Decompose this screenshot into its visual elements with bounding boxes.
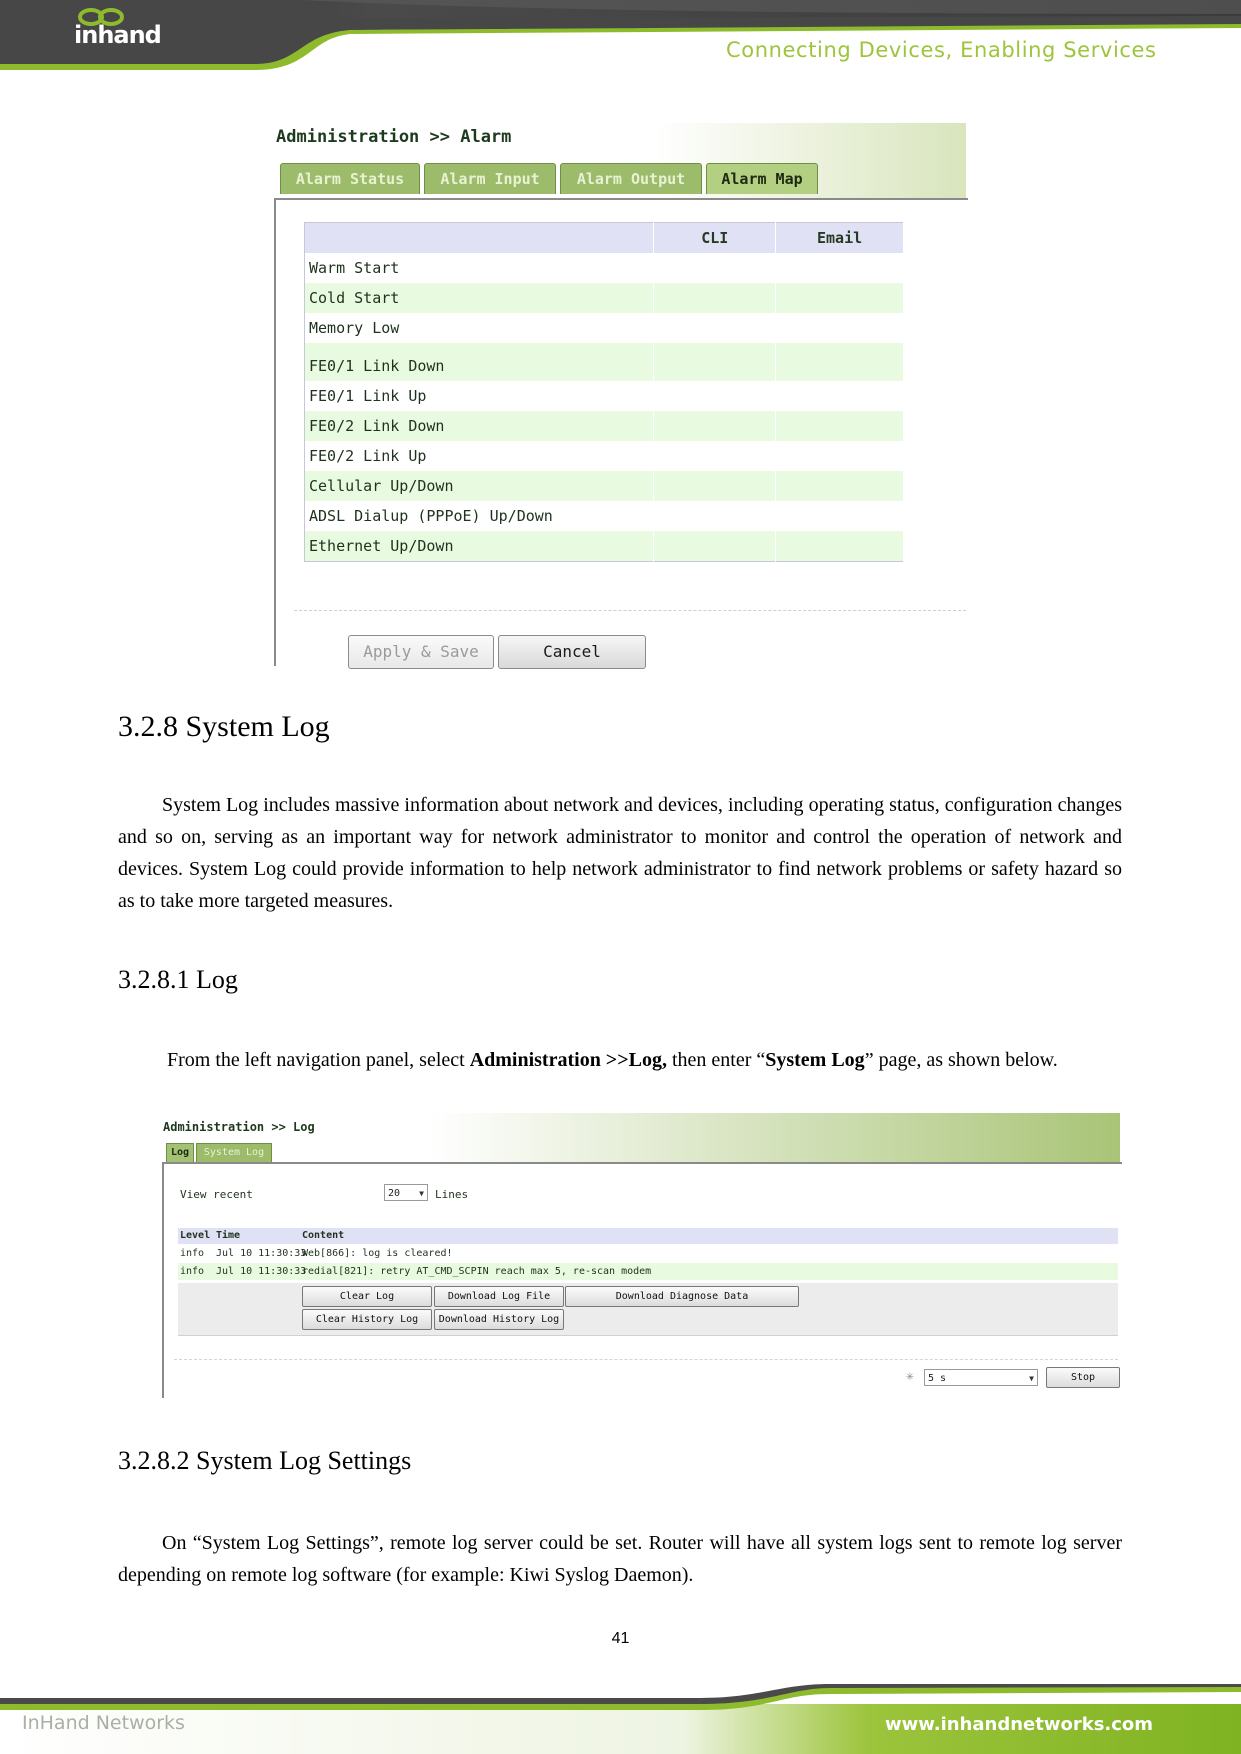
cli-cell[interactable]: [654, 441, 776, 471]
download-history-log-button[interactable]: Download History Log: [434, 1309, 564, 1330]
alarm-event-label: Memory Low: [305, 313, 654, 343]
email-cell[interactable]: [776, 381, 904, 411]
alarm-event-label: Ethernet Up/Down: [305, 531, 654, 562]
dropdown-arrow-icon: ▼: [1029, 1374, 1034, 1383]
loading-spinner-icon: ✳: [906, 1369, 914, 1384]
alarm-event-label: FE0/1 Link Down: [305, 351, 654, 381]
table-row: [305, 381, 904, 411]
log-intro-text-3: ” page, as shown below.: [864, 1049, 1058, 1071]
tab-alarm-map[interactable]: Alarm Map: [706, 163, 818, 194]
email-cell[interactable]: [776, 441, 904, 471]
view-recent-label: View recent: [180, 1188, 253, 1201]
log-level: info: [180, 1266, 205, 1277]
log-intro-bold-1: Administration >>Log,: [469, 1049, 667, 1071]
table-row: [305, 411, 904, 441]
section-heading-3-2-8: 3.2.8 System Log: [118, 710, 330, 743]
log-content-frame: [162, 1162, 1122, 1398]
system-log-paragraph-text: System Log includes massive information about network and devices, including operating status, configuration changes and so on, serving as an important way for network administrator to monitor and control the operation of network and devices. System Log could provide information to help network administrator to find network problems or safety hazard so as to take more targeted measures.: [118, 794, 1122, 912]
log-intro-text-1: From the left navigation panel, select: [162, 1049, 470, 1071]
refresh-interval-value: 5 s: [928, 1373, 947, 1384]
cancel-button[interactable]: Cancel: [498, 635, 646, 669]
refresh-interval-select[interactable]: [924, 1369, 1038, 1386]
dropdown-arrow-icon: ▼: [419, 1189, 424, 1198]
system-log-paragraph: [118, 789, 1122, 917]
alarm-event-label: FE0/2 Link Up: [305, 441, 654, 471]
header-tagline: Connecting Devices, Enabling Services: [726, 38, 1157, 62]
email-cell[interactable]: [776, 471, 904, 501]
tab-system-log[interactable]: System Log: [196, 1143, 272, 1162]
column-header-event: [305, 223, 654, 254]
log-row: [178, 1263, 1118, 1280]
alarm-event-label: FE0/2 Link Down: [305, 411, 654, 441]
table-row: [305, 501, 904, 531]
alarm-map-table: [304, 222, 904, 562]
column-header-cli: CLI: [654, 223, 776, 254]
log-breadcrumb: Administration >> Log: [163, 1120, 315, 1134]
page-number: 41: [611, 1630, 630, 1647]
alarm-event-label: Cellular Up/Down: [305, 471, 654, 501]
email-cell[interactable]: [776, 313, 904, 343]
alarm-map-screenshot: [274, 123, 966, 664]
table-row: [305, 253, 904, 283]
column-header-level: Level: [180, 1230, 211, 1241]
table-row: [305, 531, 904, 562]
download-diagnose-data-button[interactable]: Download Diagnose Data: [565, 1286, 799, 1307]
log-settings-paragraph: [118, 1527, 1122, 1591]
cli-cell[interactable]: [654, 283, 776, 313]
table-row: [305, 441, 904, 471]
log-buttons-area: [178, 1283, 1118, 1336]
email-cell[interactable]: [776, 411, 904, 441]
logo-text: inhand: [74, 21, 161, 49]
column-header-email: Email: [776, 223, 904, 254]
alarm-event-label: Cold Start: [305, 283, 654, 313]
column-header-content: Content: [302, 1230, 345, 1241]
dashed-divider: [174, 1359, 1118, 1360]
cli-cell[interactable]: [654, 381, 776, 411]
email-cell[interactable]: [776, 501, 904, 531]
cli-cell[interactable]: [654, 471, 776, 501]
footer-company: InHand Networks: [22, 1712, 185, 1734]
tab-alarm-status[interactable]: Alarm Status: [280, 163, 420, 194]
lines-select-value: 20: [388, 1188, 401, 1199]
section-heading-3-2-8-2: 3.2.8.2 System Log Settings: [118, 1446, 412, 1475]
page-footer: [0, 1684, 1241, 1754]
cli-cell[interactable]: [654, 531, 776, 562]
log-table-header: [178, 1228, 1118, 1244]
lines-label: Lines: [435, 1188, 469, 1201]
section-heading-3-2-8-1: 3.2.8.1 Log: [118, 965, 238, 994]
log-intro-paragraph: [118, 1044, 1122, 1076]
table-row: [305, 283, 904, 313]
cli-cell[interactable]: [654, 351, 776, 381]
clear-history-log-button[interactable]: Clear History Log: [302, 1309, 432, 1330]
log-settings-paragraph-text: On “System Log Settings”, remote log server could be set. Router will have all system logs sent to remote log server depending on remote log software (for example: Kiwi Syslog Daemon).: [118, 1532, 1122, 1586]
tab-log[interactable]: Log: [166, 1143, 194, 1162]
column-header-time: Time: [216, 1230, 241, 1241]
log-intro-text-2: then enter “: [666, 1049, 766, 1071]
cli-cell[interactable]: [654, 411, 776, 441]
system-log-screenshot: [162, 1113, 1120, 1396]
log-row: [178, 1245, 1118, 1262]
cli-cell[interactable]: [654, 253, 776, 283]
email-cell[interactable]: [776, 351, 904, 381]
download-log-file-button[interactable]: Download Log File: [434, 1286, 564, 1307]
lines-select[interactable]: [384, 1184, 428, 1201]
alarm-breadcrumb: Administration >> Alarm: [276, 127, 512, 147]
tab-alarm-input[interactable]: Alarm Input: [424, 163, 556, 194]
clear-log-button[interactable]: Clear Log: [302, 1286, 432, 1307]
log-content: Web[866]: log is cleared!: [302, 1248, 453, 1259]
alarm-content-frame: [274, 198, 968, 666]
table-row: [305, 313, 904, 343]
log-level: info: [180, 1248, 205, 1259]
dashed-divider: [294, 610, 966, 611]
log-content: redial[821]: retry AT_CMD_SCPIN reach max 5, re-scan modem: [302, 1266, 652, 1277]
log-time: Jul 10 11:30:33: [216, 1248, 307, 1259]
page-header: [0, 0, 1241, 70]
log-intro-bold-2: System Log: [765, 1049, 865, 1071]
email-cell[interactable]: [776, 283, 904, 313]
cli-cell[interactable]: [654, 501, 776, 531]
email-cell[interactable]: [776, 253, 904, 283]
alarm-event-label: ADSL Dialup (PPPoE) Up/Down: [305, 501, 654, 531]
tab-alarm-output[interactable]: Alarm Output: [560, 163, 702, 194]
table-row: [305, 471, 904, 501]
stop-button[interactable]: Stop: [1046, 1367, 1120, 1388]
table-row: [305, 351, 904, 381]
alarm-event-label: Warm Start: [305, 253, 654, 283]
cli-cell[interactable]: [654, 313, 776, 343]
apply-save-button[interactable]: Apply & Save: [348, 635, 494, 669]
alarm-event-label: FE0/1 Link Up: [305, 381, 654, 411]
footer-website[interactable]: www.inhandnetworks.com: [885, 1714, 1154, 1735]
table-spacer-row: [305, 343, 904, 351]
log-time: Jul 10 11:30:33: [216, 1266, 307, 1277]
email-cell[interactable]: [776, 531, 904, 562]
